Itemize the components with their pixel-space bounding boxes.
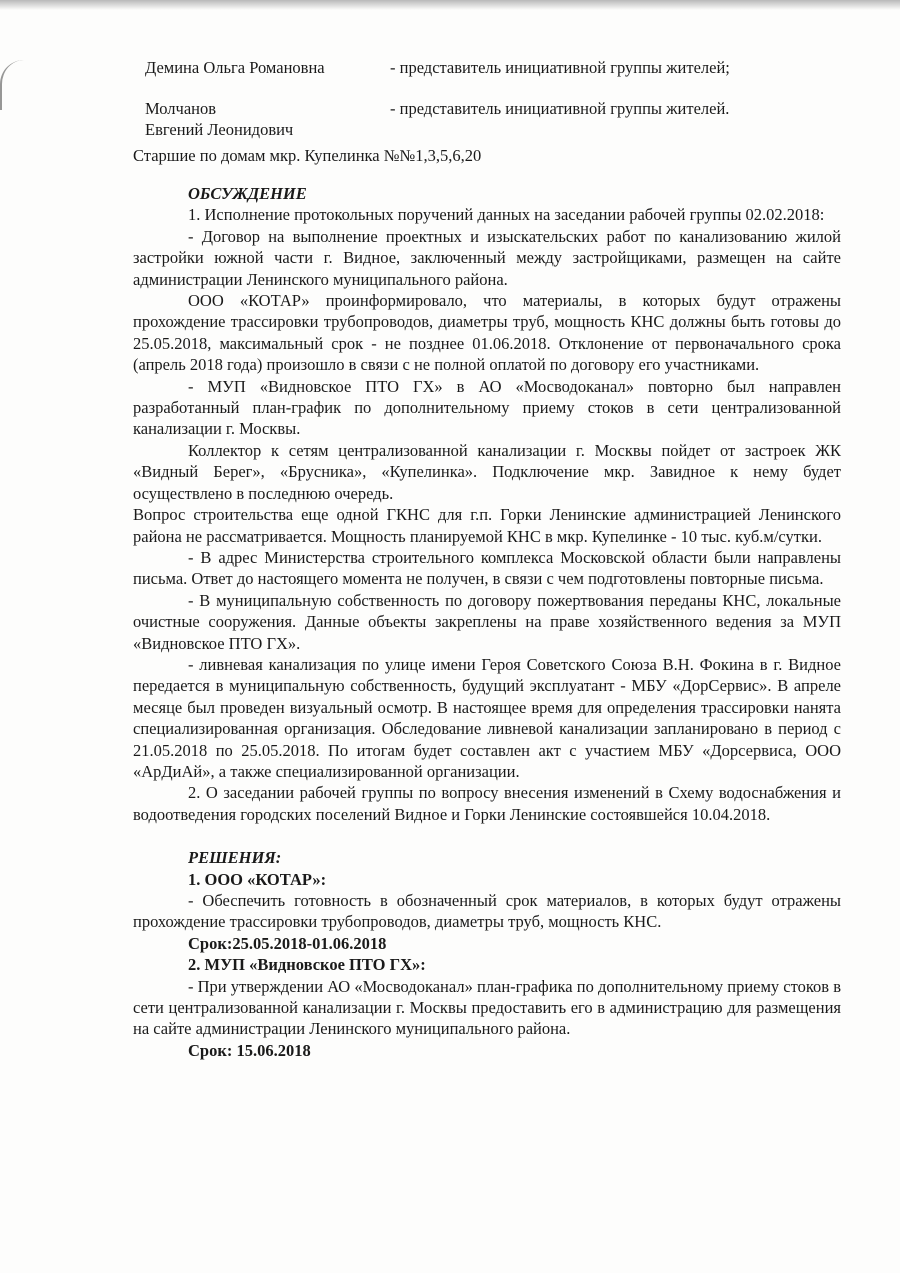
discussion-paragraph: - МУП «Видновское ПТО ГХ» в АО «Мосводоканал» повторно был направлен разработанный план-график по дополнительному приему стоков в сети централизованной канализации г. Москвы. xyxy=(133,376,841,439)
discussion-paragraph: Вопрос строительства еще одной ГКНС для г.п. Горки Ленинские администрацией Ленинского района не рассматривается. Мощность планируемой КНС в мкр. Купелинке - 10 тыс. куб.м/сутки. xyxy=(133,505,841,546)
protocol-body xyxy=(133,183,841,1061)
discussion-paragraph: - ливневая канализация по улице имени Героя Советского Союза В.Н. Фокина в г. Видное передается в муниципальную собственность, будущий эксплуатант - МБУ «ДорСервис». В апреле месяце был проведен визуальный осмотр. В настоящее время для определения трассировки нанята специализированная организация. Обследование ливневой канализации запланировано в период с 21.05.2018 по 25.05.2018. По итогам будет составлен акт с участием МБУ «Дорсервиса, ООО «АрДиАй», а также специализированной организации. xyxy=(133,654,841,781)
attendee-role: - представитель инициативной группы жителей; xyxy=(390,58,730,77)
decision-2-text: - При утверждении АО «Мосводоканал» план-графика по дополнительному приему стоков в сети централизованной канализации г. Москвы предоставить его в администрацию для размещения на сайте администрации Ленинского муниципального района. xyxy=(133,976,841,1039)
decision-1-text: - Обеспечить готовность в обозначенный срок материалов, в которых будут отражены прохождение трассировки трубопроводов, диаметры труб, мощность КНС. xyxy=(133,891,841,932)
attendee-role: - представитель инициативной группы жителей. xyxy=(390,99,730,118)
discussion-heading: ОБСУЖДЕНИЕ xyxy=(188,184,307,203)
scan-binding-mark xyxy=(0,60,24,110)
decision-1-deadline: Срок:25.05.2018-01.06.2018 xyxy=(188,933,387,953)
scan-edge-shadow xyxy=(0,0,900,10)
attendee-name: Демина Ольга Романовна xyxy=(145,58,325,77)
elders-line: Старшие по домам мкр. Купелинка №№1,3,5,6,20 xyxy=(133,146,482,165)
discussion-paragraph: - В муниципальную собственность по договору пожертвования переданы КНС, локальные очистные сооружения. Данные объекты закреплены на праве хозяйственного ведения за МУП «Видновское ПТО ГХ». xyxy=(133,590,841,653)
discussion-paragraph: Коллектор к сетям централизованной канализации г. Москвы пойдет от застроек ЖК «Видный Берег», «Брусника», «Купелинка». Подключение мкр. Завидное к нему будет осуществлено в последнюю очередь. xyxy=(133,440,841,503)
decisions-heading: РЕШЕНИЯ: xyxy=(188,848,282,868)
attendee-name: Молчанов xyxy=(145,99,217,118)
discussion-item-2: 2. О заседании рабочей группы по вопросу внесения изменений в Схему водоснабжения и водоотведения городских поселений Видное и Горки Ленинские состоявшейся 10.04.2018. xyxy=(133,783,841,824)
decision-1-title: 1. ООО «КОТАР»: xyxy=(188,869,327,889)
discussion-paragraph: ООО «КОТАР» проинформировало, что материалы, в которых будут отражены прохождение трассировки трубопроводов, диаметры труб, мощность КНС должны быть готовы до 25.05.2018, максимальный срок - не позднее 01.06.2018. Отклонение от первоначального срока (апрель 2018 года) произошло в связи с не полной оплатой по договору его участниками. xyxy=(133,291,841,375)
section-spacer xyxy=(133,825,841,847)
discussion-paragraph: - Договор на выполнение проектных и изыскательских работ по канализованию жилой застройки южной части г. Видное, заключенный между застройщиками, размещен на сайте администрации Ленинского муниципального района. xyxy=(133,226,841,289)
attendee-name: Евгений Леонидович xyxy=(145,120,294,139)
discussion-item-1: 1. Исполнение протокольных поручений данных на заседании рабочей группы 02.02.2018: xyxy=(188,205,825,225)
decision-2-deadline: Срок: 15.06.2018 xyxy=(188,1040,311,1060)
discussion-paragraph: - В адрес Министерства строительного комплекса Московской области были направлены письма. Ответ до настоящего момента не получен, в связи с чем подготовлены повторные письма. xyxy=(133,547,841,589)
decision-2-title: 2. МУП «Видновское ПТО ГХ»: xyxy=(188,955,426,975)
